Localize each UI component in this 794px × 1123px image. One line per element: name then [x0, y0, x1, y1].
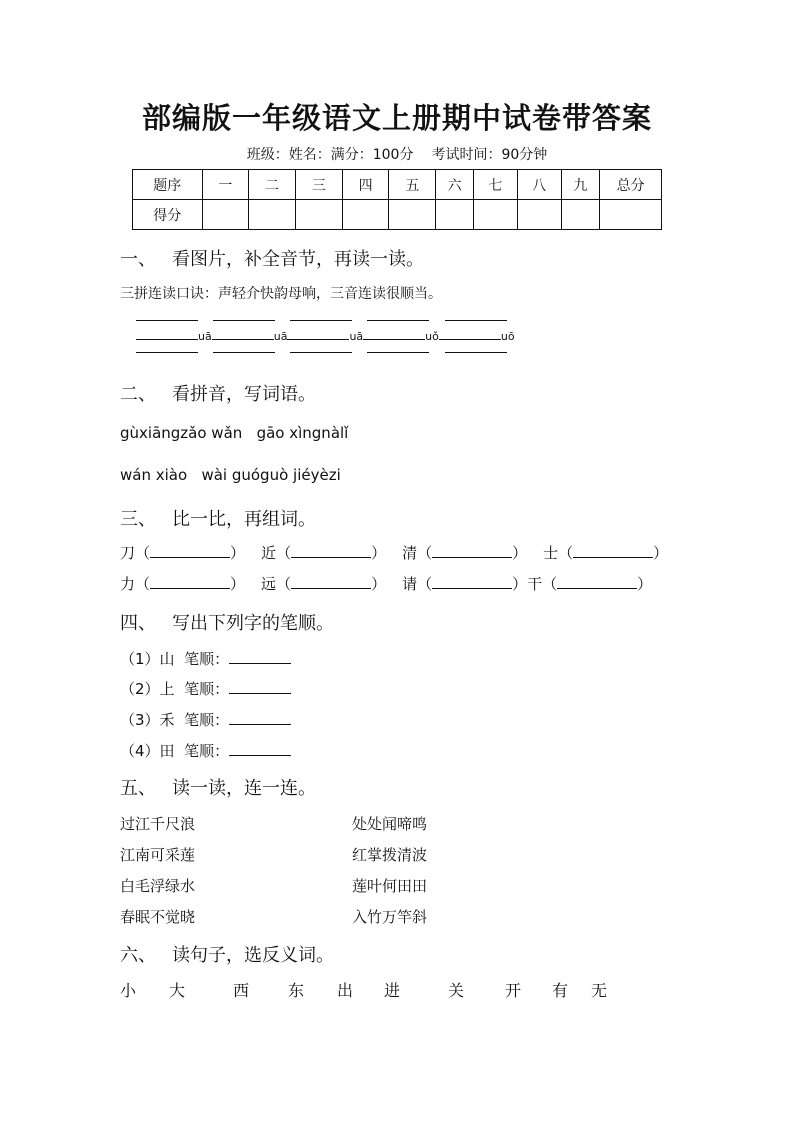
answer-blank[interactable]	[432, 557, 512, 558]
antonym-word[interactable]: 东	[288, 981, 305, 1000]
exam-time: 考试时间：90分钟	[431, 147, 548, 163]
char: 远	[261, 575, 277, 593]
header-cell: 题序	[133, 170, 203, 200]
blank-line	[445, 352, 507, 353]
char: 士	[543, 544, 559, 562]
syllable: uā	[198, 330, 212, 343]
answer-blank[interactable]	[212, 339, 274, 340]
syllable: uō	[500, 330, 515, 343]
item-number: （3）	[120, 711, 160, 729]
poem-line-right[interactable]: 莲叶何田田	[352, 877, 428, 895]
answer-blank[interactable]	[557, 588, 637, 589]
header-cell: 四	[342, 170, 389, 200]
char: 清	[402, 544, 418, 562]
header-cell: 三	[296, 170, 343, 200]
blank-line	[290, 320, 352, 321]
poem-line-right[interactable]: 红掌拨清波	[352, 846, 428, 864]
char-item: 清（ ）	[402, 544, 528, 562]
char: 上	[159, 680, 175, 698]
section-6-heading	[120, 941, 334, 967]
score-cell[interactable]	[202, 200, 249, 230]
section-number: 六、	[120, 945, 156, 966]
section-5-heading	[120, 774, 316, 800]
char-item: 远（ ）	[261, 575, 387, 593]
stroke-label: 笔顺：	[184, 650, 230, 668]
char: 干	[527, 575, 543, 593]
section-1-heading	[120, 245, 424, 271]
char: 田	[159, 742, 175, 760]
poem-line-left[interactable]: 过江千尺浪	[120, 815, 196, 833]
score-cell[interactable]	[389, 200, 436, 230]
header-cell: 七	[474, 170, 518, 200]
score-cell[interactable]	[342, 200, 389, 230]
answer-blank[interactable]	[363, 339, 425, 340]
poem-line-left[interactable]: 江南可采莲	[120, 846, 196, 864]
word-pair-row	[120, 542, 668, 563]
score-cell[interactable]	[249, 200, 296, 230]
blank-line	[367, 320, 429, 321]
blank-line	[290, 352, 352, 353]
char-item: 请（ ）	[402, 575, 528, 593]
answer-blank[interactable]	[432, 588, 512, 589]
section-number: 三、	[120, 509, 156, 530]
answer-blank[interactable]	[150, 557, 230, 558]
section-number: 一、	[120, 249, 156, 270]
exam-info	[0, 144, 794, 164]
blank-line	[367, 352, 429, 353]
char: 近	[261, 544, 277, 562]
item-number: （2）	[120, 680, 160, 698]
page-title: 部编版一年级语文上册期中试卷带答案	[141, 101, 652, 135]
score-cell[interactable]	[436, 200, 474, 230]
section-title: 读句子，选反义词。	[172, 945, 334, 966]
pinyin-line: gùxiāngzǎo wǎn gāo xìngnàlǐ	[120, 424, 349, 442]
answer-blank[interactable]	[229, 693, 291, 694]
pinyin-rule: 三拼连读口诀：声轻介快韵母响，三音连读很顺当。	[120, 286, 442, 302]
stroke-label: 笔顺：	[184, 711, 230, 729]
header-cell: 九	[561, 170, 600, 200]
section-title: 读一读，连一连。	[172, 778, 316, 799]
syllable-row	[136, 330, 515, 343]
poem-line-left[interactable]: 春眠不觉晓	[120, 908, 196, 926]
syllable-exercise	[136, 320, 536, 360]
score-cell[interactable]	[561, 200, 600, 230]
antonym-word[interactable]: 小	[120, 981, 137, 1000]
antonym-word[interactable]: 无	[591, 981, 608, 1000]
score-cell[interactable]	[517, 200, 561, 230]
header-cell: 二	[249, 170, 296, 200]
answer-blank[interactable]	[229, 724, 291, 725]
answer-blank[interactable]	[439, 339, 501, 340]
header-cell: 八	[517, 170, 561, 200]
stroke-item	[120, 709, 291, 730]
stroke-item	[120, 678, 291, 699]
poem-line-right[interactable]: 入竹万竿斜	[352, 908, 428, 926]
section-title: 写出下列字的笔顺。	[172, 613, 334, 634]
char-item: 士（ ）	[543, 544, 669, 562]
char: 刀	[120, 544, 136, 562]
antonym-word[interactable]: 西	[233, 981, 250, 1000]
class-name-score: 班级：姓名：满分：100分	[246, 147, 414, 163]
section-2-heading	[120, 380, 316, 406]
antonym-word[interactable]: 进	[384, 981, 401, 1000]
antonym-word[interactable]: 开	[505, 981, 522, 1000]
char: 请	[402, 575, 418, 593]
section-title: 看拼音，写词语。	[172, 384, 316, 405]
syllable: uā	[349, 330, 364, 343]
char: 禾	[159, 711, 175, 729]
answer-blank[interactable]	[291, 557, 371, 558]
answer-blank[interactable]	[291, 588, 371, 589]
antonym-word[interactable]: 关	[448, 981, 465, 1000]
answer-blank[interactable]	[136, 339, 198, 340]
section-4-heading	[120, 609, 334, 635]
section-title: 看图片，补全音节，再读一读。	[172, 249, 424, 270]
answer-blank[interactable]	[287, 339, 349, 340]
word-pair-row	[120, 573, 652, 594]
antonym-word[interactable]: 大	[169, 981, 186, 1000]
answer-blank[interactable]	[229, 663, 291, 664]
section-number: 二、	[120, 384, 156, 405]
stroke-item	[120, 740, 291, 761]
header-cell: 一	[202, 170, 249, 200]
stroke-label: 笔顺：	[184, 680, 230, 698]
stroke-label: 笔顺：	[184, 742, 230, 760]
answer-blank[interactable]	[573, 557, 653, 558]
answer-blank[interactable]	[229, 755, 291, 756]
blank-line	[136, 320, 198, 321]
char: 山	[159, 650, 175, 668]
char-item: 力（ ）	[120, 575, 246, 593]
section-number: 四、	[120, 613, 156, 634]
header-cell: 六	[436, 170, 474, 200]
score-table-header-row	[133, 170, 662, 200]
blank-line	[136, 352, 198, 353]
char-item: 刀（ ）	[120, 544, 246, 562]
blank-line	[445, 320, 507, 321]
char-item: 近（ ）	[261, 544, 387, 562]
row-label: 得分	[133, 200, 203, 230]
blank-line	[213, 320, 275, 321]
blank-line	[213, 352, 275, 353]
score-cell[interactable]	[600, 200, 662, 230]
answer-blank[interactable]	[150, 588, 230, 589]
antonym-word[interactable]: 有	[552, 981, 569, 1000]
poem-line-right[interactable]: 处处闻啼鸣	[352, 815, 428, 833]
item-number: （4）	[120, 742, 160, 760]
stroke-item	[120, 648, 291, 669]
score-cell[interactable]	[296, 200, 343, 230]
antonym-word[interactable]: 出	[337, 981, 354, 1000]
section-3-heading	[120, 505, 316, 531]
score-table-score-row	[133, 200, 662, 230]
score-table	[132, 169, 662, 230]
syllable: uǒ	[425, 330, 439, 343]
pinyin-line: wán xiào wài guóguò jiéyèzi	[120, 466, 341, 484]
poem-line-left[interactable]: 白毛浮绿水	[120, 877, 196, 895]
char-item: 干（ ）	[527, 575, 653, 593]
section-number: 五、	[120, 778, 156, 799]
item-number: （1）	[120, 650, 160, 668]
score-cell[interactable]	[474, 200, 518, 230]
char: 力	[120, 575, 136, 593]
header-cell: 五	[389, 170, 436, 200]
section-title: 比一比，再组词。	[172, 509, 316, 530]
header-cell: 总分	[600, 170, 662, 200]
syllable: uā	[273, 330, 288, 343]
